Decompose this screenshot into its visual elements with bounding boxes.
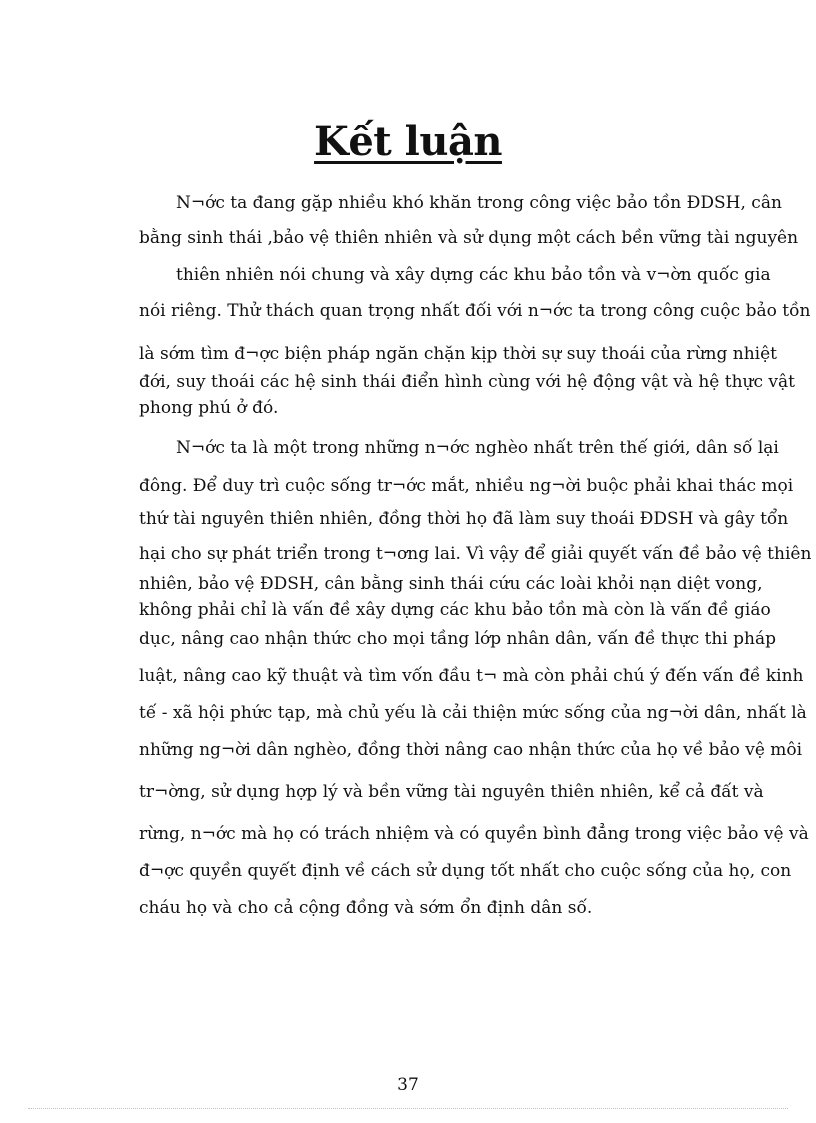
paragraph-1-line-1: N¬ớc ta đang gặp nhiều khó khăn trong công việc bảo tồn ĐDSH, cân	[176, 193, 782, 213]
paragraph-2-line-8: luật, nâng cao kỹ thuật và tìm vốn đầu t¬ mà còn phải chú ý đến vấn đề kinh	[139, 666, 804, 686]
paragraph-2-line-4: hại cho sự phát triển trong t¬ơng lai. Vì vậy để giải quyết vấn đề bảo vệ thiên	[139, 544, 812, 564]
paragraph-2-line-6: không phải chỉ là vấn đề xây dựng các khu bảo tồn mà còn là vấn đề giáo	[139, 600, 771, 620]
paragraph-1-line-3: thiên nhiên nói chung và xây dựng các khu bảo tồn và v¬ờn quốc gia	[176, 265, 771, 285]
paragraph-2-line-11: tr¬ờng, sử dụng hợp lý và bền vững tài nguyên thiên nhiên, kể cả đất và	[139, 782, 764, 802]
page-number: 37	[397, 1075, 419, 1095]
paragraph-2-line-1: N¬ớc ta là một trong những n¬ớc nghèo nhất trên thế giới, dân số lại	[176, 438, 779, 458]
paragraph-2-line-9: tế - xã hội phức tạp, mà chủ yếu là cải thiện mức sống của ng¬ời dân, nhất là	[139, 703, 807, 723]
paragraph-2-line-12: rừng, n¬ớc mà họ có trách nhiệm và có quyền bình đẳng trong việc bảo vệ và	[139, 824, 809, 844]
paragraph-2-line-13: đ¬ợc quyền quyết định về cách sử dụng tốt nhất cho cuộc sống của họ, con	[139, 861, 792, 881]
paragraph-1-line-7: phong phú ở đó.	[139, 398, 279, 418]
paragraph-1-line-5: là sớm tìm đ¬ợc biện pháp ngăn chặn kịp thời sự suy thoái của rừng nhiệt	[139, 344, 777, 364]
page-bottom-divider	[28, 1108, 788, 1109]
paragraph-2-line-2: đông. Để duy trì cuộc sống tr¬ớc mắt, nhiều ng¬ời buộc phải khai thác mọi	[139, 476, 794, 496]
paragraph-1-line-2: bằng sinh thái ,bảo vệ thiên nhiên và sử dụng một cách bền vững tài nguyên	[139, 228, 799, 248]
page-title: Kết luận	[314, 118, 502, 165]
paragraph-2-line-7: dục, nâng cao nhận thức cho mọi tầng lớp nhân dân, vấn đề thực thi pháp	[139, 629, 776, 649]
paragraph-2-line-14: cháu họ và cho cả cộng đồng và sớm ổn định dân số.	[139, 898, 593, 918]
paragraph-2-line-5: nhiên, bảo vệ ĐDSH, cân bằng sinh thái cứu các loài khỏi nạn diệt vong,	[139, 574, 763, 594]
paragraph-2-line-3: thứ tài nguyên thiên nhiên, đồng thời họ đã làm suy thoái ĐDSH và gây tổn	[139, 509, 789, 529]
paragraph-2-line-10: những ng¬ời dân nghèo, đồng thời nâng cao nhận thức của họ về bảo vệ môi	[139, 740, 803, 760]
paragraph-1-line-6: đới, suy thoái các hệ sinh thái điển hình cùng với hệ động vật và hệ thực vật	[139, 372, 795, 392]
paragraph-1-line-4: nói riêng. Thử thách quan trọng nhất đối với n¬ớc ta trong công cuộc bảo tồn	[139, 301, 811, 321]
